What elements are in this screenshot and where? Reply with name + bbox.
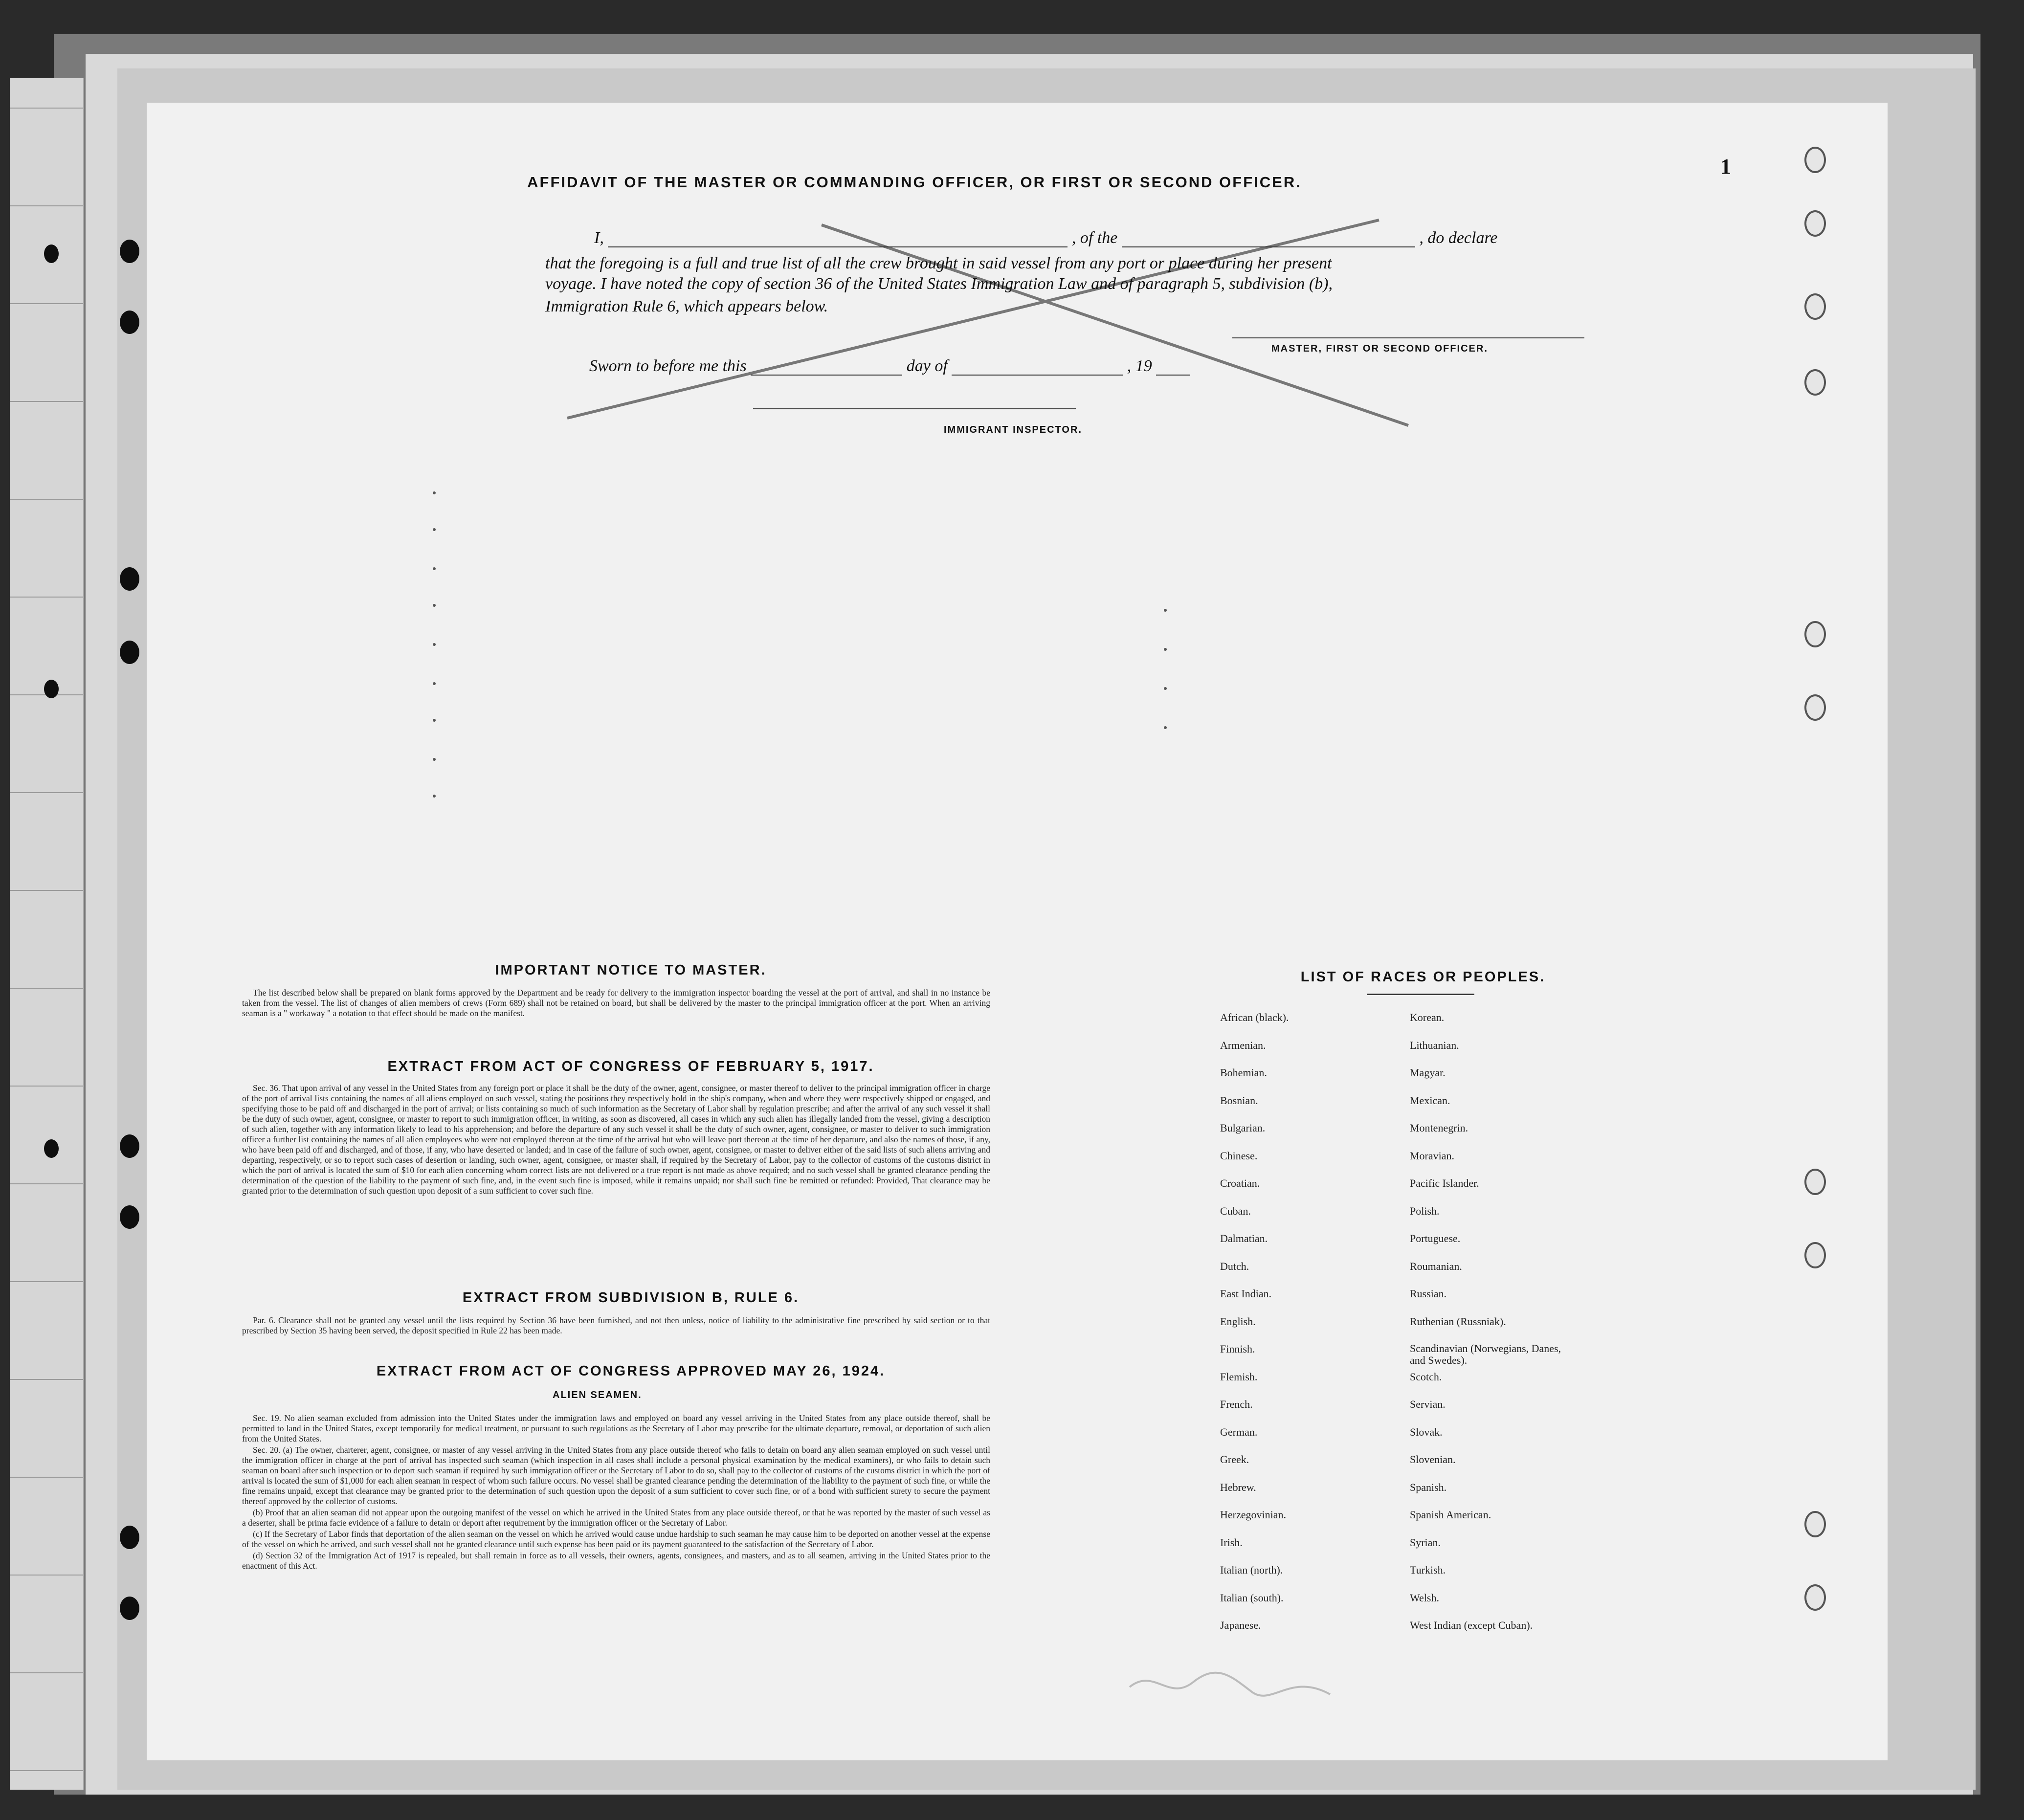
extract-1924-text: Sec. 19. No alien seaman excluded from admission into the United States under the immigration laws and employed on board any vessel arriving in the United States from any place outside thereof, shall be permitted to land in the United States, except temporarily for medical treatment, or pursuant to such regulations as the Secretary of Labor may prescribe for the ultimate departure, removal, or deportation of such alien from the United States. Sec. 20. (a) The owner, charterer, agent, consignee, or master of any vessel arriving in the United States from any place outside thereof who fails to detain on board any alien seaman employed on such vessel until the immigration officer in charge at the port of arrival has inspected such seaman (which inspection in all cases shall include a personal physical examination by the medical examiners), or who fails to detain such seaman on board after such inspection or to deport such seaman if required by such immigration officer or the Secretary of Labor to do so, shall pay to the collector of customs of the customs district in which the port of arrival is located the sum of $1,000 for each alien seaman in respect of whom such failure occurs. No vessel shall be granted clearance pending the determination of the liability to the payment of such fine, or while the fine remains unpaid, except that clearance may be granted prior to the determination of such question upon the deposit of a sum sufficient to cover such fine, or of a bond with sufficient surety to secure the payment thereof approved by the collector of customs. (b) Proof that an alien seaman did not appear upon the outgoing manifest of the vessel on which he arrived in the United States from any place outside thereof, or that he was reported by the master of such vessel as a deserter, shall be prima facie evidence of a failure to detain or deport after requirement by the immigration officer or the Secretary of Labor. (c) If the Secretary of Labor finds that deportation of the alien seaman on the vessel on which he arrived would cause undue hardship to such seaman he may cause him to be deported on another vessel at the expense of the vessel on which he arrived, and such vessel shall not be granted clearance until such expense has been paid or its payment guaranteed to the satisfaction of the Secretary of Labor. (d) Section 32 of the Immigration Act of 1917 is repealed, but shall remain in force as to all vessels, their owners, agents, consignees, and masters, and as to all seamen, arriving in the United States prior to the enactment of this Act. xyxy=(242,1413,990,1571)
affidavit-title: AFFIDAVIT OF THE MASTER OR COMMANDING OFFICER, OR FIRST OR SECOND OFFICER. xyxy=(527,174,1302,191)
race-item: Scotch. xyxy=(1410,1370,1442,1383)
punch-hole xyxy=(120,641,139,664)
sworn-line: Sworn to before me this day of , 19 xyxy=(589,357,1190,376)
races-left-column xyxy=(1220,1011,1289,1647)
race-item: Welsh. xyxy=(1410,1591,1439,1604)
race-item: Dutch. xyxy=(1220,1260,1249,1272)
ring-hole xyxy=(1804,1584,1826,1611)
race-item: Portuguese. xyxy=(1410,1232,1461,1244)
race-item: Magyar. xyxy=(1410,1066,1446,1079)
punch-hole xyxy=(44,244,59,263)
race-item: Polish. xyxy=(1410,1204,1440,1217)
declaration-line-2: that the foregoing is a full and true list of all the crew brought in said vessel from any port or place during her present xyxy=(545,254,1332,272)
race-item: Hebrew. xyxy=(1220,1481,1256,1493)
table-dot xyxy=(433,528,436,531)
cancellation-cross xyxy=(147,103,1888,543)
ring-hole xyxy=(1804,1169,1826,1195)
ledger-edge-strip xyxy=(10,78,84,1790)
extract-rule6-title: EXTRACT FROM SUBDIVISION B, RULE 6. xyxy=(462,1290,800,1306)
page-number-mark: 1 xyxy=(1720,155,1731,178)
race-item: Scandinavian (Norwegians, Danes, and Swedes). xyxy=(1410,1342,1561,1366)
race-item: Slovak. xyxy=(1410,1425,1443,1438)
extract-1924-title: EXTRACT FROM ACT OF CONGRESS APPROVED MAY 26, 1924. xyxy=(376,1363,886,1379)
extract-1917-title: EXTRACT FROM ACT OF CONGRESS OF FEBRUARY 5, 1917. xyxy=(387,1059,874,1074)
table-dot xyxy=(1164,609,1167,612)
race-item: Syrian. xyxy=(1410,1536,1441,1549)
sworn-year-blank[interactable] xyxy=(1156,360,1190,376)
race-item: Korean. xyxy=(1410,1011,1445,1023)
race-item: Irish. xyxy=(1220,1536,1243,1549)
table-dot xyxy=(1164,687,1167,690)
races-title: LIST OF RACES OR PEOPLES. xyxy=(1300,969,1546,985)
punch-hole xyxy=(120,240,139,263)
manifest-page xyxy=(147,103,1888,1760)
race-item: Greek. xyxy=(1220,1453,1249,1465)
race-item: West Indian (except Cuban). xyxy=(1410,1619,1533,1631)
race-item: East Indian. xyxy=(1220,1287,1272,1300)
inspector-signature-label: IMMIGRANT INSPECTOR. xyxy=(944,424,1082,435)
table-dot xyxy=(433,795,436,798)
race-item: Flemish. xyxy=(1220,1370,1258,1383)
race-item: Chinese. xyxy=(1220,1149,1258,1162)
master-signature-label: MASTER, FIRST OR SECOND OFFICER. xyxy=(1271,343,1488,354)
race-item: Spanish American. xyxy=(1410,1509,1491,1521)
vessel-blank[interactable] xyxy=(1122,232,1415,247)
declaration-line-4: Immigration Rule 6, which appears below. xyxy=(545,297,828,315)
ring-hole xyxy=(1804,1511,1826,1537)
race-item: Spanish. xyxy=(1410,1481,1447,1493)
sworn-day-blank[interactable] xyxy=(751,360,902,376)
notice-title: IMPORTANT NOTICE TO MASTER. xyxy=(495,962,767,978)
ring-hole xyxy=(1804,293,1826,320)
race-item: Dalmatian. xyxy=(1220,1232,1268,1244)
race-item: Bohemian. xyxy=(1220,1066,1267,1079)
table-dot xyxy=(1164,726,1167,729)
race-item: Moravian. xyxy=(1410,1149,1455,1162)
race-item: Bosnian. xyxy=(1220,1094,1258,1107)
races-title-rule xyxy=(1367,994,1474,995)
race-item: Armenian. xyxy=(1220,1039,1266,1051)
race-item: Servian. xyxy=(1410,1398,1446,1410)
race-item: German. xyxy=(1220,1425,1258,1438)
table-dot xyxy=(433,643,436,646)
race-item: Turkish. xyxy=(1410,1564,1446,1576)
punch-hole xyxy=(120,1526,139,1549)
race-item: Japanese. xyxy=(1220,1619,1261,1631)
faint-handwriting xyxy=(1125,1658,1350,1716)
declaration-line-1: I, , of the , do declare xyxy=(594,229,1498,247)
ring-hole xyxy=(1804,1242,1826,1268)
race-item: African (black). xyxy=(1220,1011,1289,1023)
race-item: Italian (north). xyxy=(1220,1564,1283,1576)
inspector-signature-line[interactable] xyxy=(753,408,1076,409)
punch-hole xyxy=(44,1139,59,1158)
ring-hole xyxy=(1804,621,1826,647)
race-item: Herzegovinian. xyxy=(1220,1509,1286,1521)
table-dot xyxy=(433,604,436,607)
extract-1917-text: Sec. 36. That upon arrival of any vessel in the United States from any foreign port or place it shall be the duty of the owner, agent, consignee, or master thereof to deliver to the principal immigration officer in charge of the port of arrival lists containing the names of all aliens employed on such vessel, stating the positions they respectively hold in the ship's company, when and where they were respectively shipped or engaged, and specifying those to be paid off and discharged in the port of arrival; or lists containing so much of such information as the Secretary of Labor shall by regulation prescribe; and after the arrival of any such vessel it shall be the duty of such owner, agent, consignee, or master to report to such immigration officer, in writing, as soon as discovered, all cases in which any such alien has illegally landed from the vessel, giving a description of such alien, together with any information likely to lead to his apprehension; and before the departure of any such vessel it shall be the duty of such owner, agent, consignee, or master to deliver to such immigration officer a further list containing the names of all alien employees who were not employed thereon at the time of the arrival but who will leave port thereon at the time of her departure, and also the names of those, if any, who have been paid off and discharged, and of those, if any, who have deserted or landed; and in case of the failure of such owner, agent, consignee, or master to deliver either of the said lists of such aliens arriving and departing, respectively, or so to report such cases of desertion or landing, such owner, agent, consignee, or master shall, if required by the Secretary of Labor, pay to the collector of customs of the customs district in which the port of arrival is located the sum of $10 for each alien concerning whom correct lists are not delivered or a true report is not made as above required; and no such vessel shall be granted clearance pending the determination of the question of the liability to the payment of such fine, and, in the event such fine is imposed, while it remains unpaid; nor shall such fine be remitted or refunded: Provided, That clearance may be granted prior to the determination of such question upon deposit of a sum sufficient to cover such fine. xyxy=(242,1083,990,1196)
race-item: Cuban. xyxy=(1220,1204,1251,1217)
race-item: Pacific Islander. xyxy=(1410,1177,1479,1189)
races-right-column xyxy=(1410,1011,1586,1647)
race-item: Finnish. xyxy=(1220,1343,1255,1355)
race-item: Lithuanian. xyxy=(1410,1039,1459,1051)
master-signature-line[interactable] xyxy=(1232,337,1584,338)
race-item: Croatian. xyxy=(1220,1177,1260,1189)
punch-hole xyxy=(120,1597,139,1620)
race-item: English. xyxy=(1220,1315,1256,1328)
punch-hole xyxy=(44,680,59,698)
race-item: French. xyxy=(1220,1398,1253,1410)
punch-hole xyxy=(120,567,139,591)
ring-hole xyxy=(1804,694,1826,721)
ring-hole xyxy=(1804,369,1826,396)
races-list xyxy=(1220,1011,1709,1652)
race-item: Russian. xyxy=(1410,1287,1447,1300)
ring-hole xyxy=(1804,210,1826,237)
extract-rule6-text: Par. 6. Clearance shall not be granted any vessel until the lists required by Section 36 have been furnished, and not then unless, notice of liability to the administrative fine prescribed by said section or to that prescribed by Section 35 having been served, the deposit specified in Rule 22 has been made. xyxy=(242,1315,990,1335)
extract-1924-subtitle: ALIEN SEAMEN. xyxy=(553,1390,642,1400)
table-dot xyxy=(433,491,436,494)
punch-hole xyxy=(120,1134,139,1158)
sworn-month-blank[interactable] xyxy=(952,360,1123,376)
race-item: Italian (south). xyxy=(1220,1591,1284,1604)
ring-hole xyxy=(1804,147,1826,173)
punch-hole xyxy=(120,311,139,334)
name-blank[interactable] xyxy=(608,232,1068,247)
table-dot xyxy=(433,682,436,685)
table-dot xyxy=(1164,648,1167,651)
table-dot xyxy=(433,719,436,722)
race-item: Ruthenian (Russniak). xyxy=(1410,1315,1506,1328)
race-item: Montenegrin. xyxy=(1410,1122,1468,1134)
race-item: Mexican. xyxy=(1410,1094,1450,1107)
race-item: Roumanian. xyxy=(1410,1260,1462,1272)
table-dot xyxy=(433,567,436,570)
table-dot xyxy=(433,758,436,761)
notice-text: The list described below shall be prepared on blank forms approved by the Department and be ready for delivery to the immigration inspector boarding the vessel at the port of arrival, and shall in no instance be taken from the vessel. The list of changes of alien members of crews (Form 689) shall not be retained on board, but shall be delivered by the master to the principal immigration officer at the port. When an arriving seaman is a " workaway " a notation to that effect should be made on the manifest. xyxy=(242,988,990,1018)
race-item: Bulgarian. xyxy=(1220,1122,1266,1134)
race-item: Slovenian. xyxy=(1410,1453,1456,1465)
declaration-line-3: voyage. I have noted the copy of section 36 of the United States Immigration Law and of paragraph 5, subdivision (b), xyxy=(545,275,1333,293)
punch-hole xyxy=(120,1205,139,1229)
